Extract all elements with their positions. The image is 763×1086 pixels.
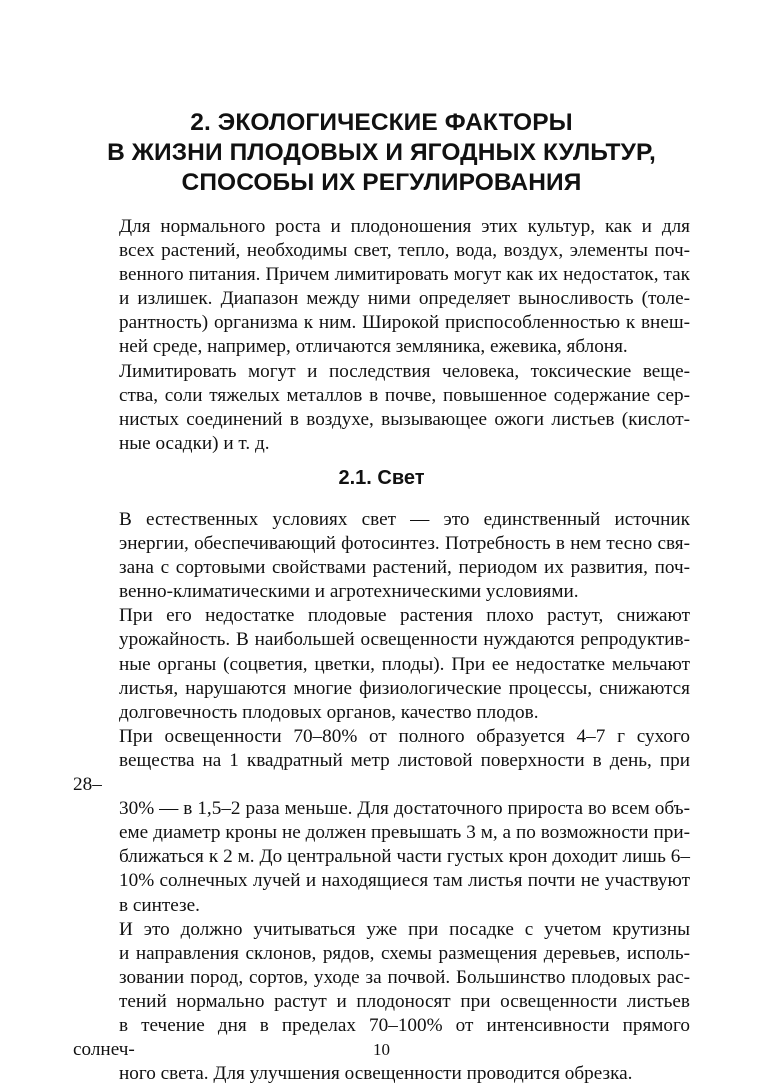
- paragraph: [73, 725, 690, 918]
- text-line: еме диаметр кроны не должен превышать 3 м, а по возможности при-: [119, 822, 690, 844]
- text-line: долговечность плодовых органов, качество плодов.: [119, 701, 539, 723]
- paragraph: [73, 918, 690, 1086]
- chapter-title: [60, 108, 703, 198]
- text-line: ные осадки) и т. д.: [119, 432, 270, 454]
- chapter-title-line: 2. ЭКОЛОГИЧЕСКИЕ ФАКТОРЫ: [190, 109, 573, 136]
- text-line: ные органы (соцветия, цветки, плоды). При ее недостатке мельчают: [119, 653, 690, 675]
- paragraph: [73, 215, 690, 360]
- text-line: в течение дня в пределах 70–100% от интенсивности прямого солнеч-: [73, 1014, 690, 1061]
- text-line: листья, нарушаются многие физиологические процессы, снижаются: [119, 677, 690, 699]
- text-line: нистых соединений в воздухе, вызывающее ожоги листьев (кислот-: [119, 408, 690, 430]
- paragraph: [73, 360, 690, 456]
- text-line: тений нормально растут и плодоносят при освещенности листьев: [119, 990, 690, 1012]
- text-line: венно-климатическими и агротехническими условиями.: [119, 581, 579, 603]
- text-line: всех растений, необходимы свет, тепло, вода, воздух, элементы поч-: [119, 240, 690, 262]
- intro-text: [73, 215, 690, 456]
- section-title: 2.1. Свет: [338, 467, 425, 489]
- text-line: венного питания. Причем лимитировать могут как их недостаток, так: [119, 264, 690, 286]
- text-line: При освещенности 70–80% от полного образуется 4–7 г сухого: [119, 725, 690, 747]
- text-line: и направления склонов, рядов, схемы размещения деревьев, исполь-: [119, 942, 690, 964]
- text-line: ства, соли тяжелых металлов в почве, повышенное содержание сер-: [119, 384, 690, 406]
- section-light-text: [73, 508, 690, 1086]
- text-line: энергии, обеспечивающий фотосинтез. Потребность в нем тесно свя-: [119, 533, 690, 555]
- text-line: зовании пород, сортов, уходе за почвой. Большинство плодовых рас-: [119, 966, 690, 988]
- paragraph: [73, 604, 690, 724]
- text-line: в синтезе.: [119, 894, 200, 916]
- text-line: 10% солнечных лучей и находящиеся там листья почти не участвуют: [119, 870, 690, 892]
- text-line: При его недостатке плодовые растения плохо растут, снижают: [119, 605, 690, 627]
- text-line: вещества на 1 квадратный метр листовой поверхности в день, при 28–: [73, 749, 690, 796]
- chapter-title-line: В ЖИЗНИ ПЛОДОВЫХ И ЯГОДНЫХ КУЛЬТУР,: [107, 139, 656, 166]
- text-line: рантность) организма к ним. Широкой приспособленностью к внеш-: [119, 312, 690, 334]
- text-line: ного света. Для улучшения освещенности проводится обрезка.: [119, 1063, 633, 1085]
- page-number: 10: [373, 1040, 390, 1059]
- text-line: и излишек. Диапазон между ними определяет выносливость (толе-: [119, 288, 690, 310]
- paragraph: [73, 508, 690, 604]
- text-line: урожайность. В наибольшей освещенности нуждаются репродуктив-: [119, 629, 690, 651]
- text-line: зана с сортовыми свойствами растений, периодом их развития, поч-: [119, 557, 690, 579]
- text-line: Лимитировать могут и последствия человека, токсические веще-: [119, 360, 690, 382]
- text-line: Для нормального роста и плодоношения этих культур, как и для: [119, 216, 690, 237]
- text-line: И это должно учитываться уже при посадке с учетом крутизны: [119, 918, 690, 940]
- text-line: В естественных условиях свет — это единственный источник: [119, 509, 690, 530]
- chapter-title-line: СПОСОБЫ ИХ РЕГУЛИРОВАНИЯ: [181, 169, 582, 196]
- text-line: 30% — в 1,5–2 раза меньше. Для достаточного прироста во всем объ-: [119, 798, 690, 820]
- text-line: ней среде, например, отличаются земляника, ежевика, яблоня.: [119, 336, 628, 358]
- text-line: ближаться к 2 м. До центральной части густых крон доходит лишь 6–: [119, 846, 690, 868]
